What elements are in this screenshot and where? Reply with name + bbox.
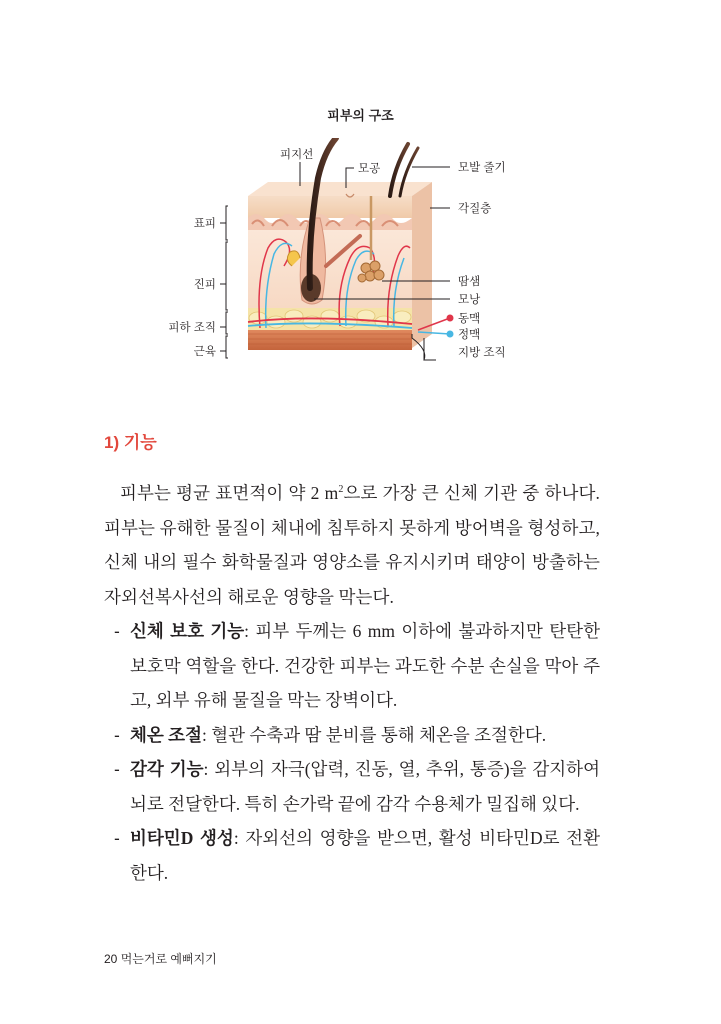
label-muscle: 근육 bbox=[193, 346, 216, 358]
feature-text: : 피부 두께는 6 mm 이하에 불과하지만 탄탄한 보호막 역할을 한다. 건강한 피부는 과도한 수분 손실을 막아 주고, 외부 유해 물질을 막는 장벽이다. bbox=[130, 621, 600, 710]
feature-term: 비타민D 생성 bbox=[130, 828, 234, 848]
label-sebaceous: 피지선 bbox=[280, 149, 314, 161]
label-subcutis: 피하 조직 bbox=[168, 322, 216, 334]
feature-item bbox=[104, 752, 600, 821]
label-epidermis: 표피 bbox=[193, 218, 216, 230]
skin-structure-diagram bbox=[160, 138, 560, 378]
intro-text-start: 피부는 평균 표면적이 약 2 m bbox=[120, 483, 339, 503]
left-brackets bbox=[220, 206, 228, 358]
feature-text: : 자외선의 영향을 받으면, 활성 비타민D로 전환한다. bbox=[130, 828, 600, 883]
list-dash: - bbox=[114, 828, 120, 848]
section-heading: 1) 기능 bbox=[104, 433, 157, 452]
intro-superscript: 2 bbox=[338, 484, 344, 496]
feature-term: 감각 기능 bbox=[130, 759, 204, 779]
feature-term: 신체 보호 기능 bbox=[130, 621, 245, 641]
feature-list bbox=[104, 614, 600, 890]
label-artery: 동맥 bbox=[458, 313, 481, 325]
label-pore: 모공 bbox=[358, 163, 381, 175]
intro-paragraph bbox=[104, 476, 600, 614]
list-dash: - bbox=[114, 621, 120, 641]
label-vein: 정맥 bbox=[458, 329, 481, 341]
page-number: 20 bbox=[104, 952, 118, 966]
list-dash: - bbox=[114, 759, 120, 779]
feature-text: : 외부의 자극(압력, 진동, 열, 추위, 통증)을 감지하여 뇌로 전달한다. 특히 손가락 끝에 감각 수용체가 밀집해 있다. bbox=[130, 759, 600, 814]
feature-term: 체온 조절 bbox=[130, 724, 202, 745]
feature-item bbox=[104, 821, 600, 890]
figure-title: 피부의 구조 bbox=[327, 108, 394, 123]
page-footer bbox=[104, 950, 217, 967]
label-sweat-gland: 땀샘 bbox=[458, 276, 481, 288]
label-follicle: 모낭 bbox=[458, 294, 481, 306]
label-hair-shaft: 모발 줄기 bbox=[458, 162, 506, 174]
book-title: 먹는거로 예뻐지기 bbox=[120, 952, 217, 966]
feature-item bbox=[104, 718, 600, 753]
label-dermis: 진피 bbox=[193, 279, 216, 291]
label-fat: 지방 조직 bbox=[458, 347, 506, 359]
label-stratum-corneum: 각질층 bbox=[458, 203, 492, 215]
feature-item bbox=[104, 614, 600, 718]
list-dash: - bbox=[114, 724, 120, 745]
feature-text: : 혈관 수축과 땀 분비를 통해 체온을 조절한다. bbox=[202, 724, 547, 745]
intro-text-rest: 으로 가장 큰 신체 기관 중 하나다. 피부는 유해한 물질이 체내에 침투하지 못하게 방어벽을 형성하고, 신체 내의 필수 화학물질과 영양소를 유지시키며 태양이 방출하는 자외선복사선의 해로운 영향을 막는다. bbox=[104, 483, 600, 607]
